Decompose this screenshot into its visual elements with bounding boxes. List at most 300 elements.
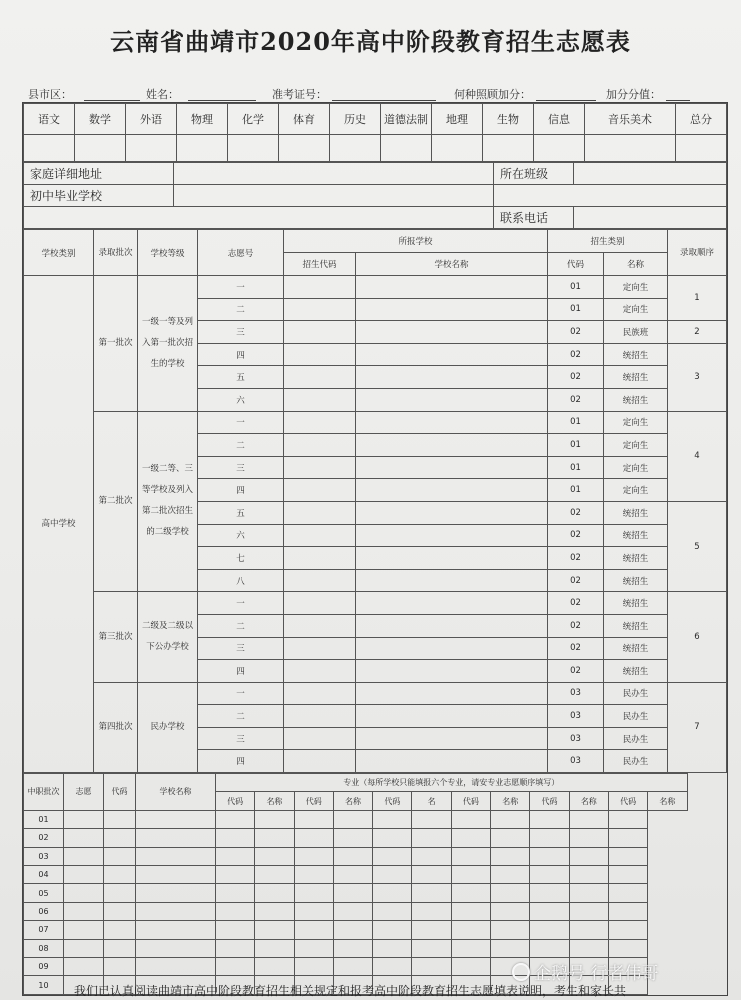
category-name: 统招生: [604, 547, 668, 570]
major-field[interactable]: [333, 884, 372, 902]
vocational-choice-number: 03: [24, 847, 64, 865]
major-field[interactable]: [294, 902, 333, 920]
major-field[interactable]: [136, 866, 216, 884]
major-field[interactable]: [294, 957, 333, 975]
category-code: 02: [548, 501, 604, 524]
major-field[interactable]: [373, 921, 412, 939]
major-field[interactable]: [608, 921, 647, 939]
vocational-label: 中职批次: [24, 774, 64, 811]
major-field[interactable]: [255, 829, 294, 847]
vocational-code-field[interactable]: [64, 829, 104, 847]
major-field[interactable]: [412, 921, 451, 939]
major-field[interactable]: [136, 884, 216, 902]
vocational-choice-number: 07: [24, 921, 64, 939]
major-field[interactable]: [136, 921, 216, 939]
major-field[interactable]: [216, 939, 255, 957]
school-grade: 二级及二级以下公办学校: [138, 592, 198, 682]
category-name: 定向生: [604, 479, 668, 502]
admission-order: 7: [668, 682, 727, 772]
major-field[interactable]: [608, 939, 647, 957]
major-field[interactable]: [255, 902, 294, 920]
category-name: 民办生: [604, 727, 668, 750]
enroll-code-field[interactable]: [284, 705, 356, 728]
score-cell[interactable]: [279, 135, 330, 162]
major-pair-header: 名称: [255, 792, 294, 810]
category-name: 统招生: [604, 501, 668, 524]
school-name-field[interactable]: [356, 524, 548, 547]
category-code: 01: [548, 298, 604, 321]
major-pair-header: 名: [412, 792, 451, 810]
major-field[interactable]: [373, 810, 412, 828]
major-field[interactable]: [255, 957, 294, 975]
major-field[interactable]: [294, 884, 333, 902]
high-school-table: [23, 229, 727, 773]
major-field[interactable]: [569, 902, 608, 920]
admission-order: 4: [668, 411, 727, 501]
school-name-field[interactable]: [356, 456, 548, 479]
vocational-school-field[interactable]: [104, 810, 136, 828]
school-name-field[interactable]: [356, 501, 548, 524]
major-header: 专业（每所学校只能填报六个专业，请安专业志愿顺序填写）: [216, 774, 688, 792]
major-field[interactable]: [216, 866, 255, 884]
enroll-code-field[interactable]: [284, 637, 356, 660]
school-name-field[interactable]: [356, 321, 548, 344]
score-cell[interactable]: [676, 135, 727, 162]
major-field[interactable]: [569, 939, 608, 957]
category-code: 01: [548, 411, 604, 434]
subject-cell: 生物: [483, 104, 534, 135]
school-name-field[interactable]: [356, 298, 548, 321]
class-label: 所在班级: [494, 163, 574, 185]
name-label: 姓名：: [146, 88, 179, 101]
vocational-school-field[interactable]: [104, 847, 136, 865]
school-name-field[interactable]: [356, 637, 548, 660]
enroll-code-field[interactable]: [284, 298, 356, 321]
bonus-value-label: 加分分值：: [606, 88, 661, 101]
student-info-table: [23, 162, 727, 229]
major-field[interactable]: [216, 810, 255, 828]
vocational-code-field[interactable]: [64, 939, 104, 957]
major-field[interactable]: [451, 884, 490, 902]
major-field[interactable]: [136, 810, 216, 828]
enroll-code-field[interactable]: [284, 524, 356, 547]
major-field[interactable]: [294, 810, 333, 828]
score-cell[interactable]: [177, 135, 228, 162]
admission-order: 6: [668, 592, 727, 682]
enroll-code-field[interactable]: [284, 321, 356, 344]
major-field[interactable]: [451, 810, 490, 828]
score-cell[interactable]: [75, 135, 126, 162]
major-field[interactable]: [608, 902, 647, 920]
school-name-field[interactable]: [356, 366, 548, 389]
school-field[interactable]: [174, 185, 494, 207]
major-field[interactable]: [216, 957, 255, 975]
category-name: 定向生: [604, 298, 668, 321]
enroll-code-field[interactable]: [284, 343, 356, 366]
school-name-field[interactable]: [356, 660, 548, 683]
choice-number: 三: [198, 321, 284, 344]
enroll-code-field[interactable]: [284, 569, 356, 592]
major-field[interactable]: [333, 847, 372, 865]
vocational-school-field[interactable]: [104, 921, 136, 939]
choice-number: 二: [198, 705, 284, 728]
major-field[interactable]: [294, 939, 333, 957]
major-field[interactable]: [255, 810, 294, 828]
major-pair-header: 名称: [569, 792, 608, 810]
major-field[interactable]: [333, 866, 372, 884]
subject-cell: 体育: [279, 104, 330, 135]
major-field[interactable]: [216, 902, 255, 920]
batch-label: 第一批次: [94, 276, 138, 412]
vocational-choice-number: 09: [24, 957, 64, 975]
choice-number: 三: [198, 456, 284, 479]
category-code: 02: [548, 547, 604, 570]
phone-label: 联系电话: [494, 207, 574, 229]
vocational-code-field[interactable]: [64, 957, 104, 975]
major-field[interactable]: [491, 810, 530, 828]
major-field[interactable]: [216, 921, 255, 939]
major-field[interactable]: [373, 957, 412, 975]
code-header: 代码: [548, 253, 604, 276]
major-field[interactable]: [294, 921, 333, 939]
exam-no-field[interactable]: [332, 100, 436, 101]
vocational-code-field[interactable]: [64, 866, 104, 884]
school-name-field[interactable]: [356, 727, 548, 750]
major-field[interactable]: [491, 884, 530, 902]
school-name-field[interactable]: [356, 276, 548, 299]
enroll-code-field[interactable]: [284, 727, 356, 750]
major-field[interactable]: [373, 939, 412, 957]
major-field[interactable]: [569, 829, 608, 847]
vocational-row: [24, 847, 727, 865]
bonus-value-field[interactable]: [666, 100, 690, 101]
major-field[interactable]: [373, 902, 412, 920]
major-field[interactable]: [216, 884, 255, 902]
major-field[interactable]: [491, 939, 530, 957]
category-name: 民族班: [604, 321, 668, 344]
major-field[interactable]: [530, 866, 569, 884]
choice-number: 三: [198, 727, 284, 750]
vocational-code-field[interactable]: [64, 810, 104, 828]
choice-number: 六: [198, 388, 284, 411]
major-field[interactable]: [530, 810, 569, 828]
score-cell[interactable]: [432, 135, 483, 162]
choice-number: 二: [198, 298, 284, 321]
enroll-code-field[interactable]: [284, 547, 356, 570]
vocational-row: [24, 884, 727, 902]
major-field[interactable]: [530, 847, 569, 865]
major-field[interactable]: [373, 866, 412, 884]
category-name: 统招生: [604, 614, 668, 637]
vocational-school-header: 学校名称: [136, 774, 216, 811]
major-field[interactable]: [451, 847, 490, 865]
school-type-header: 学校类别: [24, 230, 94, 276]
address-label: 家庭详细地址: [24, 163, 174, 185]
major-field[interactable]: [451, 866, 490, 884]
major-field[interactable]: [569, 921, 608, 939]
subject-header-row: [24, 104, 727, 135]
major-field[interactable]: [491, 829, 530, 847]
vocational-choice-number: 02: [24, 829, 64, 847]
major-field[interactable]: [216, 829, 255, 847]
choice-number: 一: [198, 592, 284, 615]
major-field[interactable]: [136, 939, 216, 957]
category-code: 02: [548, 321, 604, 344]
major-field[interactable]: [255, 866, 294, 884]
choice-number: 八: [198, 569, 284, 592]
choice-number: 七: [198, 547, 284, 570]
score-cell[interactable]: [483, 135, 534, 162]
choice-number: 四: [198, 343, 284, 366]
category-name: 统招生: [604, 660, 668, 683]
major-field[interactable]: [294, 847, 333, 865]
county-label: 县市区：: [28, 88, 72, 101]
school-name-field[interactable]: [356, 479, 548, 502]
category-name: 民办生: [604, 705, 668, 728]
application-form: [22, 102, 728, 996]
category-name: 统招生: [604, 366, 668, 389]
choice-number: 三: [198, 637, 284, 660]
major-field[interactable]: [569, 866, 608, 884]
vocational-choice-number: 06: [24, 902, 64, 920]
school-grade: 一级一等及列入第一批次招生的学校: [138, 276, 198, 412]
score-cell[interactable]: [381, 135, 432, 162]
school-name-field[interactable]: [356, 547, 548, 570]
admission-order: 1: [668, 276, 727, 321]
school-grade: 一级二等、三等学校及列入第二批次招生的二级学校: [138, 411, 198, 592]
major-field[interactable]: [255, 884, 294, 902]
major-field[interactable]: [451, 902, 490, 920]
major-pair-header: 名称: [333, 792, 372, 810]
major-field[interactable]: [412, 902, 451, 920]
vocational-row: [24, 829, 727, 847]
category-code: 03: [548, 750, 604, 773]
grade-header: 学校等级: [138, 230, 198, 276]
enroll-code-field[interactable]: [284, 479, 356, 502]
school-name-field[interactable]: [356, 411, 548, 434]
major-field[interactable]: [491, 902, 530, 920]
major-field[interactable]: [333, 810, 372, 828]
subject-cell: 化学: [228, 104, 279, 135]
choice-number: 二: [198, 434, 284, 457]
major-field[interactable]: [255, 939, 294, 957]
major-field[interactable]: [294, 829, 333, 847]
vocational-choice-header: 志愿: [64, 774, 104, 811]
enroll-code-field[interactable]: [284, 660, 356, 683]
major-field[interactable]: [608, 810, 647, 828]
subject-cell: 信息: [534, 104, 585, 135]
category-name: 定向生: [604, 276, 668, 299]
major-field[interactable]: [451, 957, 490, 975]
choice-number: 六: [198, 524, 284, 547]
major-field[interactable]: [412, 829, 451, 847]
score-cell[interactable]: [228, 135, 279, 162]
enroll-code-field[interactable]: [284, 750, 356, 773]
major-field[interactable]: [491, 866, 530, 884]
major-pair-header: 代码: [608, 792, 647, 810]
major-field[interactable]: [569, 847, 608, 865]
enroll-code-field[interactable]: [284, 614, 356, 637]
major-field[interactable]: [412, 884, 451, 902]
bonus-type-label: 何种照顾加分：: [454, 88, 531, 101]
major-field[interactable]: [333, 902, 372, 920]
school-name-field[interactable]: [356, 569, 548, 592]
subject-cell: 音乐美术: [585, 104, 676, 135]
class-field[interactable]: [574, 163, 727, 185]
category-code: 02: [548, 637, 604, 660]
school-name-field[interactable]: [356, 343, 548, 366]
major-field[interactable]: [569, 810, 608, 828]
vocational-row: [24, 939, 727, 957]
category-code: 02: [548, 343, 604, 366]
scores-table: [23, 103, 727, 162]
choice-number: 四: [198, 660, 284, 683]
bonus-type-field[interactable]: [536, 100, 596, 101]
category-name: 统招生: [604, 343, 668, 366]
choice-row: [24, 276, 727, 299]
vocational-code-field[interactable]: [64, 902, 104, 920]
major-field[interactable]: [451, 921, 490, 939]
score-cell[interactable]: [534, 135, 585, 162]
vocational-code-header: 代码: [104, 774, 136, 811]
major-field[interactable]: [255, 847, 294, 865]
batch-label: 第二批次: [94, 411, 138, 592]
choice-no-header: 志愿号: [198, 230, 284, 276]
category-name: 统招生: [604, 524, 668, 547]
score-cell[interactable]: [585, 135, 676, 162]
enroll-code-field[interactable]: [284, 592, 356, 615]
major-pair-header: 代码: [530, 792, 569, 810]
major-field[interactable]: [373, 847, 412, 865]
category-code: 03: [548, 727, 604, 750]
choice-number: 四: [198, 479, 284, 502]
school-name-field[interactable]: [356, 682, 548, 705]
major-field[interactable]: [569, 884, 608, 902]
major-field[interactable]: [491, 847, 530, 865]
major-field[interactable]: [451, 939, 490, 957]
category-name: 统招生: [604, 388, 668, 411]
major-field[interactable]: [216, 847, 255, 865]
major-field[interactable]: [412, 810, 451, 828]
vocational-row: [24, 921, 727, 939]
subject-cell: 道德法制: [381, 104, 432, 135]
major-field[interactable]: [412, 957, 451, 975]
major-field[interactable]: [412, 939, 451, 957]
major-field[interactable]: [451, 829, 490, 847]
address-field[interactable]: [174, 163, 494, 185]
school-name-field[interactable]: [356, 434, 548, 457]
vocational-code-field[interactable]: [64, 884, 104, 902]
vocational-code-field[interactable]: [64, 847, 104, 865]
form-title: 云南省曲靖市2020年高中阶段教育招生志愿表: [110, 27, 631, 56]
phone-field[interactable]: [574, 207, 727, 229]
vocational-school-field[interactable]: [104, 902, 136, 920]
school-label: 初中毕业学校: [24, 185, 174, 207]
score-cell[interactable]: [330, 135, 381, 162]
major-field[interactable]: [333, 829, 372, 847]
major-field[interactable]: [491, 921, 530, 939]
subject-cell: 语文: [24, 104, 75, 135]
name-field[interactable]: [188, 100, 256, 101]
school-name-field[interactable]: [356, 388, 548, 411]
vocational-school-field[interactable]: [104, 957, 136, 975]
school-name-field[interactable]: [356, 705, 548, 728]
enroll-code-field[interactable]: [284, 411, 356, 434]
major-field[interactable]: [608, 884, 647, 902]
major-pair-header: 代码: [373, 792, 412, 810]
major-field[interactable]: [530, 939, 569, 957]
enroll-code-field[interactable]: [284, 366, 356, 389]
choice-number: 二: [198, 614, 284, 637]
school-name-field[interactable]: [356, 592, 548, 615]
major-field[interactable]: [608, 866, 647, 884]
major-field[interactable]: [412, 847, 451, 865]
subject-cell: 历史: [330, 104, 381, 135]
major-field[interactable]: [333, 921, 372, 939]
enroll-code-field[interactable]: [284, 682, 356, 705]
score-cell[interactable]: [126, 135, 177, 162]
category-name: 民办生: [604, 682, 668, 705]
major-field[interactable]: [530, 902, 569, 920]
major-field[interactable]: [136, 957, 216, 975]
category-code: 03: [548, 705, 604, 728]
choice-number: 五: [198, 501, 284, 524]
major-field[interactable]: [530, 884, 569, 902]
category-code: 01: [548, 276, 604, 299]
vocational-school-field[interactable]: [104, 866, 136, 884]
major-field[interactable]: [530, 921, 569, 939]
school-name-field[interactable]: [356, 614, 548, 637]
major-field[interactable]: [373, 884, 412, 902]
category-name: 统招生: [604, 637, 668, 660]
major-field[interactable]: [530, 829, 569, 847]
major-field[interactable]: [608, 829, 647, 847]
vocational-school-field[interactable]: [104, 884, 136, 902]
county-field[interactable]: [84, 100, 140, 101]
major-field[interactable]: [373, 829, 412, 847]
subject-cell: 外语: [126, 104, 177, 135]
major-field[interactable]: [255, 921, 294, 939]
exam-no-label: 准考证号：: [272, 88, 327, 101]
school-name-field[interactable]: [356, 750, 548, 773]
major-field[interactable]: [608, 847, 647, 865]
major-pair-header: 代码: [294, 792, 333, 810]
vocational-school-field[interactable]: [104, 939, 136, 957]
enroll-code-field[interactable]: [284, 388, 356, 411]
major-field[interactable]: [136, 847, 216, 865]
phone-cell: [494, 185, 727, 207]
choice-number: 一: [198, 276, 284, 299]
enroll-code-field[interactable]: [284, 276, 356, 299]
vocational-code-field[interactable]: [64, 921, 104, 939]
score-cell[interactable]: [24, 135, 75, 162]
major-field[interactable]: [136, 902, 216, 920]
major-field[interactable]: [333, 939, 372, 957]
subject-cell: 总分: [676, 104, 727, 135]
enroll-code-field[interactable]: [284, 434, 356, 457]
vocational-school-field[interactable]: [104, 829, 136, 847]
enroll-code-field[interactable]: [284, 456, 356, 479]
subject-cell: 数学: [75, 104, 126, 135]
major-field[interactable]: [412, 866, 451, 884]
enroll-code-header: 招生代码: [284, 253, 356, 276]
category-code: 02: [548, 388, 604, 411]
enroll-code-field[interactable]: [284, 501, 356, 524]
category-name: 民办生: [604, 750, 668, 773]
major-field[interactable]: [333, 957, 372, 975]
major-field[interactable]: [294, 866, 333, 884]
major-field[interactable]: [136, 829, 216, 847]
